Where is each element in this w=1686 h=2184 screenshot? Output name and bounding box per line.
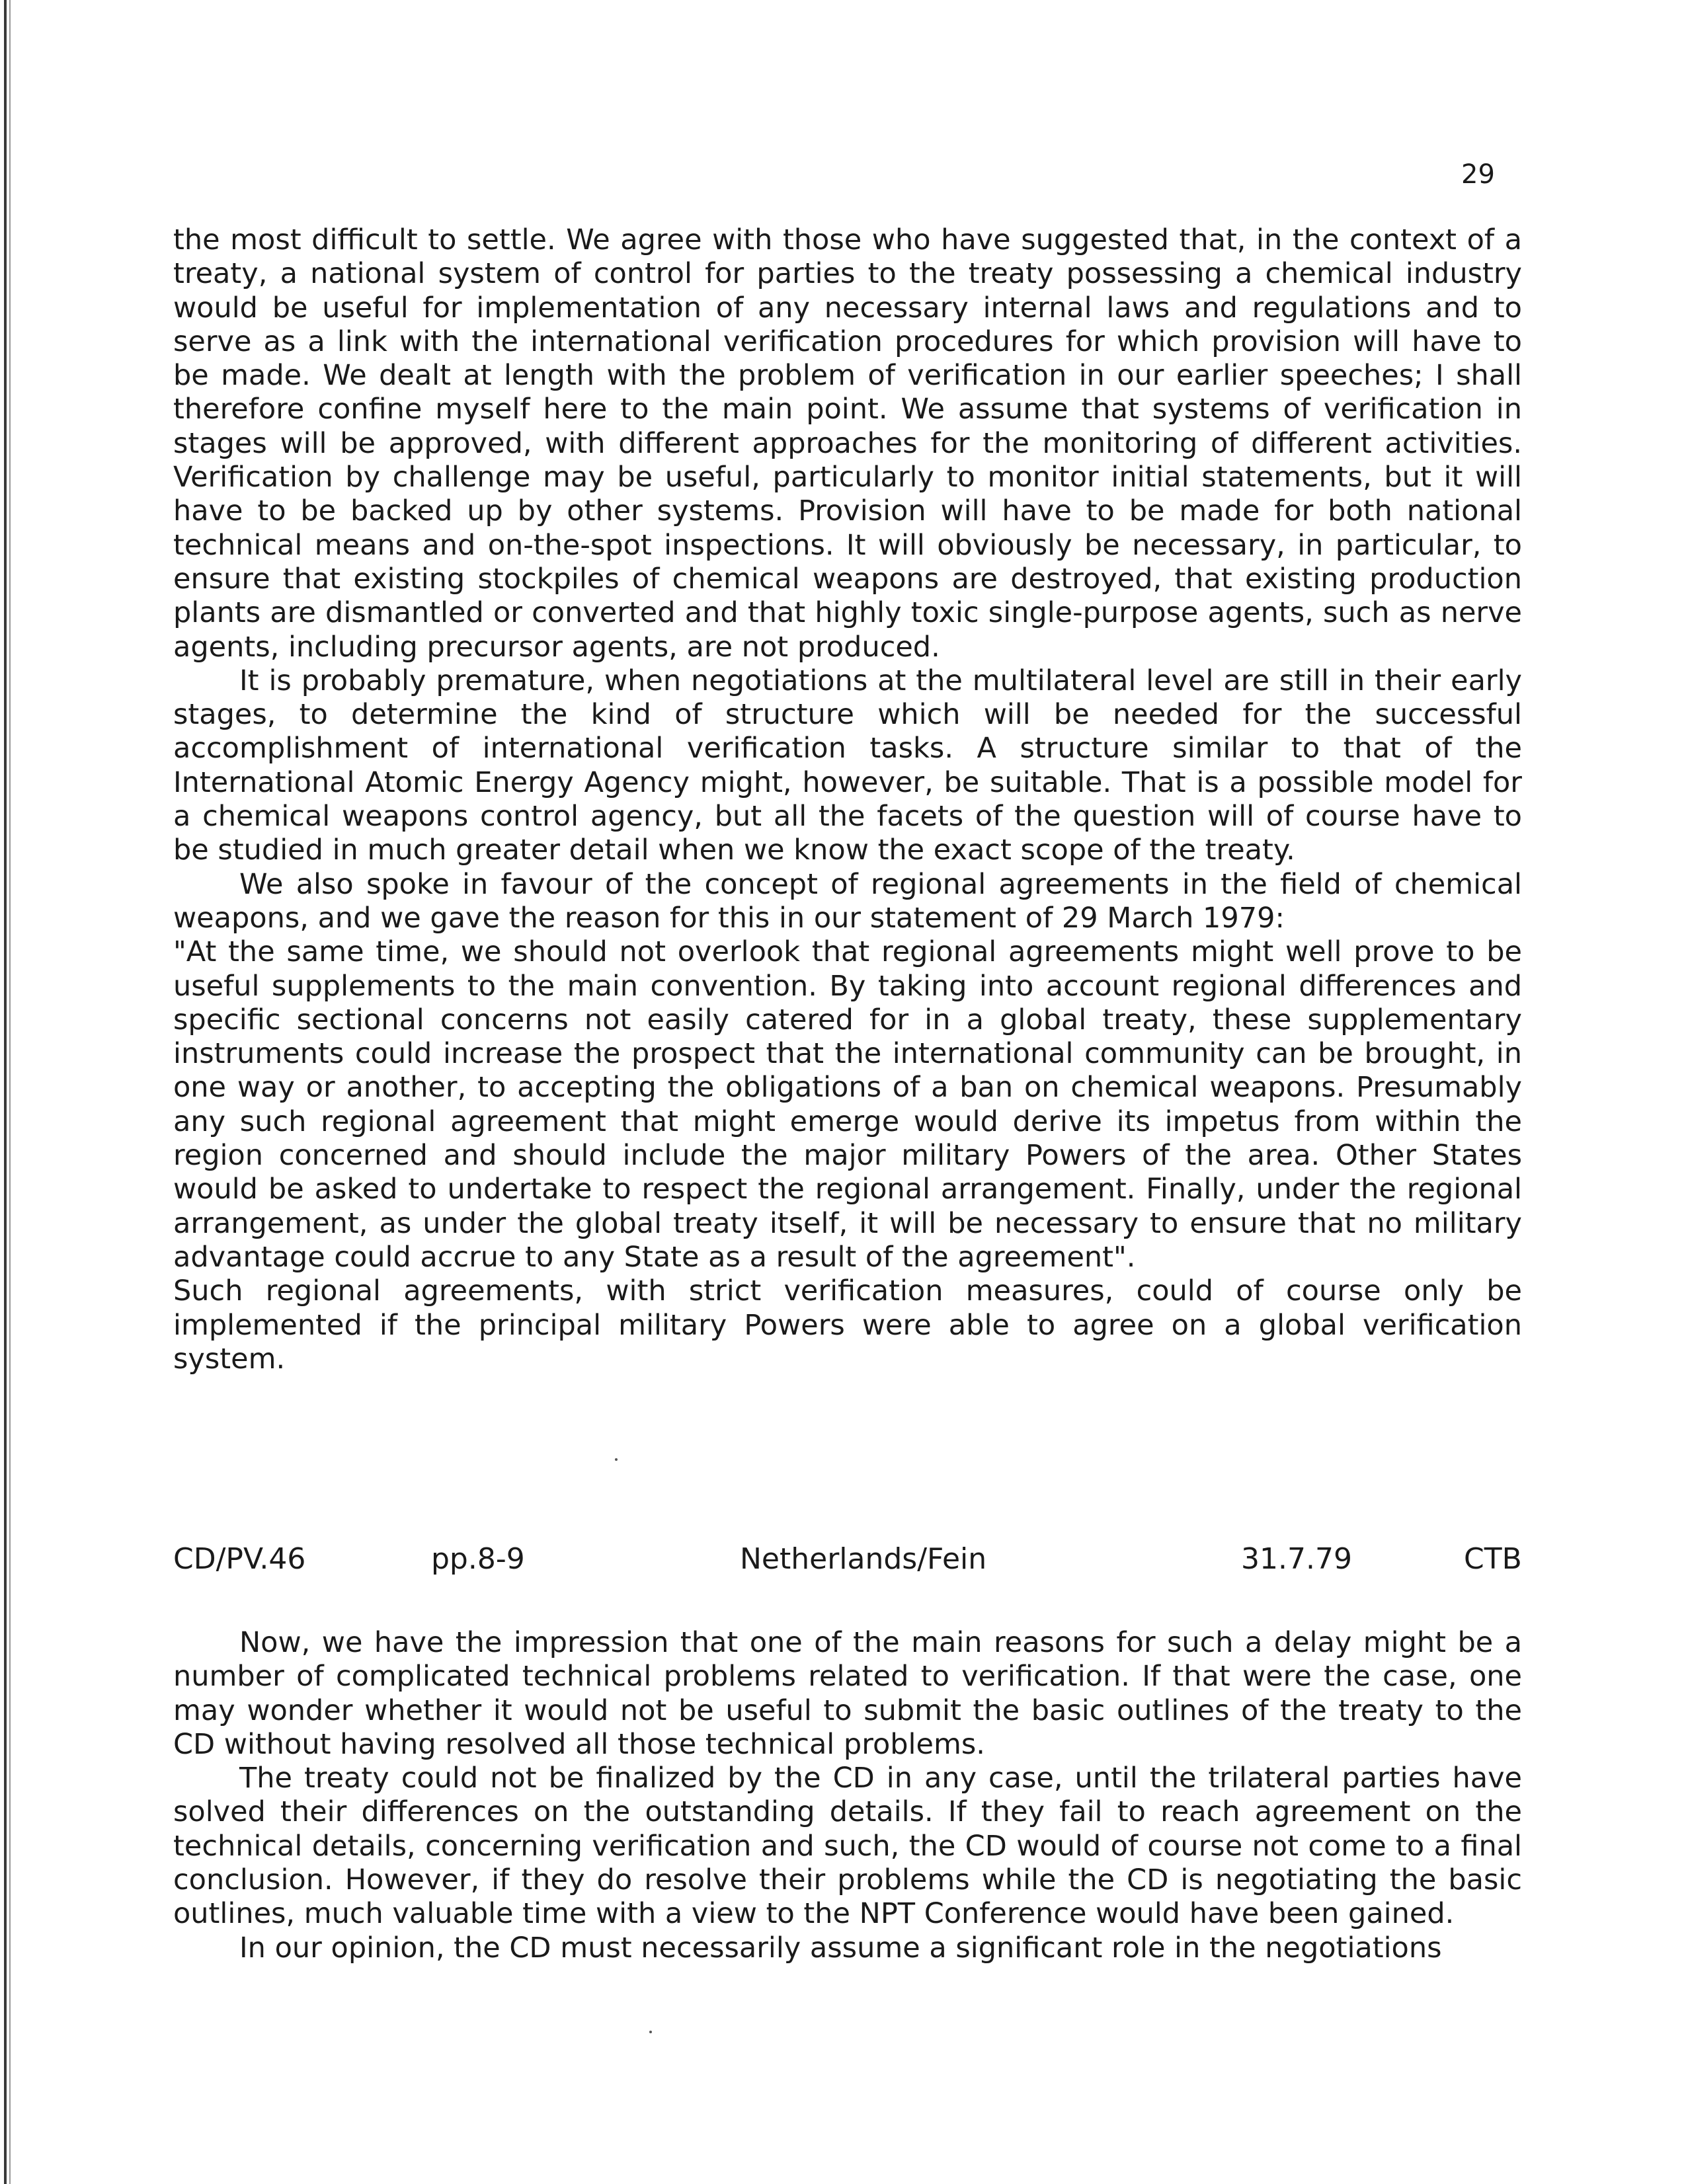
- paragraph: Such regional agreements, with strict verification measures, could of course only be implemented if the principal military Powers were able to agree on a global verification system.: [173, 1274, 1522, 1376]
- paragraph: In our opinion, the CD must necessarily assume a significant role in the negotiations: [239, 1931, 1442, 1965]
- reference-document: CD/PV.46: [173, 1542, 306, 1576]
- reference-topic: CTB: [1464, 1542, 1522, 1576]
- paragraph: Now, we have the impression that one of the main reasons for such a delay might be a number of complicated technical problems related to verification. If that were the case, one may wonder whether it would not be useful to submit the basic outlines of the treaty to the CD without having resolved all those technical problems.: [173, 1626, 1522, 1761]
- reference-speaker: Netherlands/Fein: [740, 1542, 987, 1576]
- reference-pages: pp.8-9: [431, 1542, 525, 1576]
- section-2-body: [173, 1626, 1522, 1965]
- reference-line: [173, 1540, 1529, 1580]
- scan-edge-inner: [9, 0, 11, 2184]
- page-number: 29: [1461, 159, 1495, 190]
- paragraph: the most difficult to settle. We agree with those who have suggested that, in the context of a treaty, a national system of control for parties to the treaty possessing a chemical industry would be useful for implementation of any necessary internal laws and regulations and to serve as a link with the international verification procedures for which provision will have to be made. We dealt at length with the problem of verification in our earlier speeches; I shall therefore confine myself here to the main point. We assume that systems of verification in stages will be approved, with different approaches for the monitoring of different activities. Verification by challenge may be useful, particularly to monitor initial statements, but it will have to be backed up by other systems. Provision will have to be made for both national technical means and on-the-spot inspections. It will obviously be necessary, in particular, to ensure that existing stockpiles of chemical weapons are destroyed, that existing production plants are dismantled or converted and that highly toxic single-purpose agents, such as nerve agents, including precursor agents, are not produced.: [173, 223, 1522, 664]
- paragraph: The treaty could not be finalized by the CD in any case, until the trilateral parties have solved their differences on the outstanding details. If they fail to reach agreement on the technical details, concerning verification and such, the CD would of course not come to a final conclusion. However, if they do resolve their problems while the CD is negotiating the basic outlines, much valuable time with a view to the NPT Conference would have been gained.: [173, 1762, 1522, 1931]
- scan-speck: [649, 2031, 652, 2033]
- scan-speck: [615, 1458, 618, 1461]
- scan-edge: [4, 0, 7, 2184]
- section-1-body: [173, 223, 1522, 1376]
- paragraph: We also spoke in favour of the concept of regional agreements in the field of chemical weapons, and we gave the reason for this in our statement of 29 March 1979:: [173, 867, 1522, 935]
- quotation: "At the same time, we should not overlook that regional agreements might well prove to be useful supplements to the main convention. By taking into account regional differences and specific sectional concerns not easily catered for in a global treaty, these supplementary instruments could increase the prospect that the international community can be brought, in one way or another, to accepting the obligations of a ban on chemical weapons. Presumably any such regional agreement that might emerge would derive its impetus from within the region concerned and should include the major military Powers of the area. Other States would be asked to undertake to respect the regional arrangement. Finally, under the regional arrangement, as under the global treaty itself, it will be necessary to ensure that no military advantage could accrue to any State as a result of the agreement".: [173, 935, 1522, 1274]
- paragraph: It is probably premature, when negotiations at the multilateral level are still in their early stages, to determine the kind of structure which will be needed for the successful accomplishment of international verification tasks. A structure similar to that of the International Atomic Energy Agency might, however, be suitable. That is a possible model for a chemical weapons control agency, but all the facets of the question will of course have to be studied in much greater detail when we know the exact scope of the treaty.: [173, 664, 1522, 867]
- reference-date: 31.7.79: [1241, 1542, 1352, 1576]
